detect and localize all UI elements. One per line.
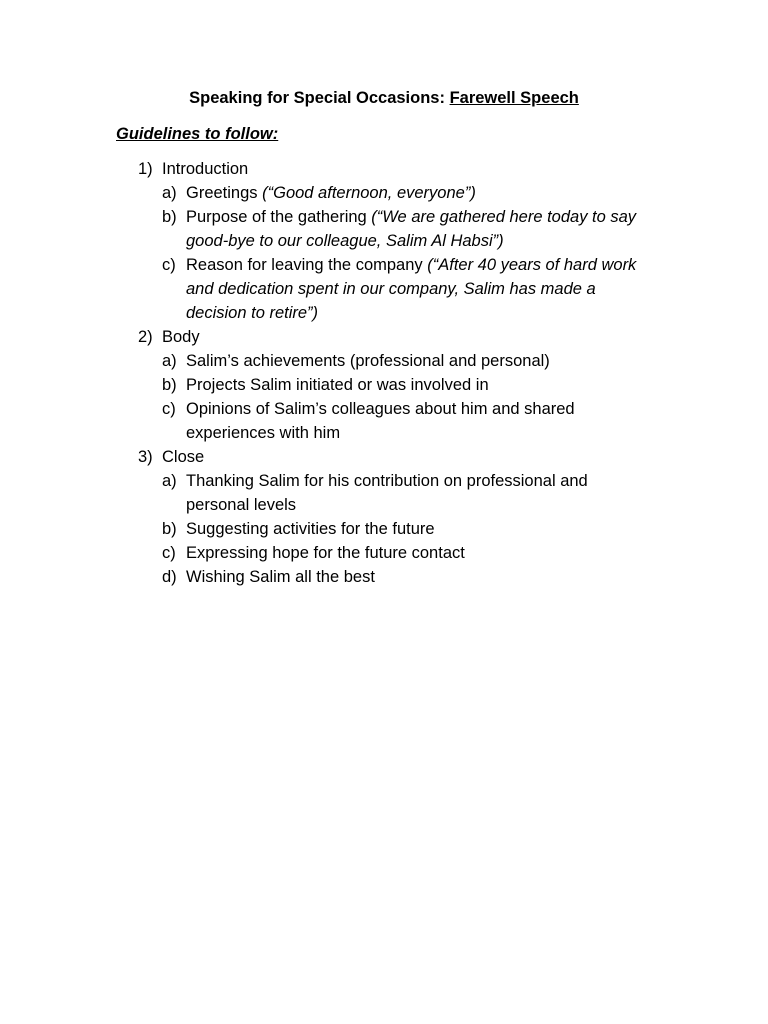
item-quote: (“Good afternoon, everyone”) [262,184,476,202]
item-quote: (“After 40 years of hard work and dedication spent in our company, Salim has made a decision to retire”) [186,256,637,322]
list-item [0,541,646,565]
section-number: 1) [138,160,153,178]
list-item [0,349,646,373]
item-text: Purpose of the gathering [186,208,372,226]
item-text: Greetings [186,184,263,202]
section-number: 2) [138,328,153,346]
outline-list [0,157,768,589]
section-close [0,445,652,469]
item-letter: a) [162,352,177,370]
item-letter: a) [162,472,177,490]
item-text: Suggesting activities for the future [186,520,435,538]
section-body [0,325,652,349]
item-letter: b) [162,520,177,538]
title-underlined: Farewell Speech [449,89,579,107]
item-text: Projects Salim initiated or was involved in [186,376,489,394]
guidelines-heading: Guidelines to follow: [116,125,279,143]
item-text: Salim’s achievements (professional and personal) [186,352,550,370]
item-text: Wishing Salim all the best [186,568,375,586]
list-item [0,373,646,397]
section-number: 3) [138,448,153,466]
item-text: Thanking Salim for his contribution on professional and personal levels [186,472,588,514]
item-letter: c) [162,544,176,562]
list-item [0,565,646,589]
section-label: Introduction [162,160,249,178]
section-introduction [0,157,652,181]
list-item [0,253,646,325]
section-label: Close [162,448,205,466]
item-letter: a) [162,184,177,202]
item-letter: d) [162,568,177,586]
item-text: Reason for leaving the company [186,256,428,274]
page-title [0,87,768,109]
item-text: Expressing hope for the future contact [186,544,465,562]
section-label: Body [162,328,200,346]
item-letter: c) [162,400,176,418]
list-item [0,517,646,541]
item-letter: b) [162,208,177,226]
title-prefix: Speaking for Special Occasions: [189,89,450,107]
list-item [0,205,646,253]
item-letter: c) [162,256,176,274]
item-quote: (“We are gathered here today to say good-bye to our colleague, Salim Al Habsi”) [186,208,637,250]
list-item [0,469,646,517]
list-item [0,397,646,445]
item-letter: b) [162,376,177,394]
list-item [0,181,646,205]
item-text: Opinions of Salim’s colleagues about him and shared experiences with him [186,400,575,442]
